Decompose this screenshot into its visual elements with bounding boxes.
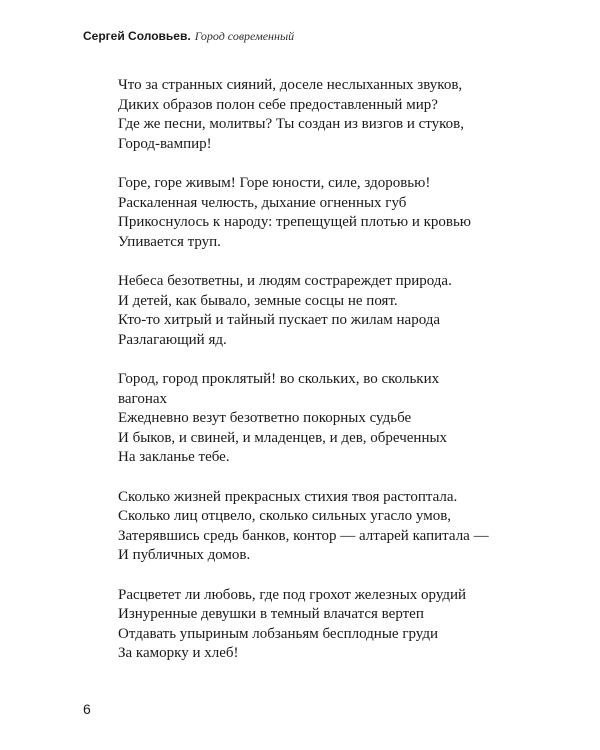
poem-line: Раскаленная челюсть, дыхание огненных губ xyxy=(118,194,407,211)
poem-line: И публичных домов. xyxy=(118,547,251,563)
poem-line: Прикоснулось к народу: трепещущей плотью и кровью xyxy=(118,214,472,230)
poem-line: Горе, горе живым! Горе юности, силе, здоровью! xyxy=(118,175,431,191)
poem-line: Упивается труп. xyxy=(118,233,221,250)
poem-line: Разлагающий яд. xyxy=(118,331,227,348)
running-head xyxy=(83,28,294,44)
poem-line: Затерявшись средь банков, контор — алтарей капитала — xyxy=(118,527,489,544)
poem-line: Город-вампир! xyxy=(118,135,212,152)
poem-line: За каморку и хлеб! xyxy=(118,645,239,661)
page-number: 6 xyxy=(83,701,91,717)
poem-line: Расцветет ли любовь, где под грохот железных орудий xyxy=(118,586,467,603)
poem-line: Где же песни, молитвы? Ты создан из визгов и стуков, xyxy=(118,116,464,132)
poem-line: Диких образов полон себе предоставленный мир? xyxy=(118,96,438,113)
poem-line: И быков, и свиней, и младенцев, и дев, обреченных xyxy=(118,429,448,446)
poem-line: Ежедневно везут безответно покорных судьбе xyxy=(118,410,412,426)
stanza xyxy=(118,370,548,468)
poem-line: Что за странных сияний, доселе неслыханных звуков, xyxy=(118,77,463,93)
stanza xyxy=(118,488,548,566)
running-head-author: Сергей Соловьев. xyxy=(83,29,191,43)
poem-line: Кто-то хитрый и тайный пускает по жилам народа xyxy=(118,312,441,328)
poem-line: Город, город проклятый! во скольких, во скольких xyxy=(118,371,440,387)
poem-line: Изнуренные девушки в темный влачатся вертеп xyxy=(118,606,424,622)
stanza xyxy=(118,174,548,252)
poem-body xyxy=(118,76,548,684)
stanza xyxy=(118,76,548,154)
poem-line: Сколько жизней прекрасных стихия твоя растоптала. xyxy=(118,488,458,505)
stanza xyxy=(118,586,548,664)
poem-line: Небеса безответны, и людям сострареждет природа. xyxy=(118,273,452,289)
running-head-title: Город современный xyxy=(194,29,295,43)
poem-line: И детей, как бывало, земные сосцы не поят. xyxy=(118,292,398,309)
stanza xyxy=(118,272,548,350)
poem-line: Отдавать упыриным лобзаньям бесплодные груди xyxy=(118,625,438,642)
poem-line: На закланье тебе. xyxy=(118,449,230,465)
poem-line: вагонах xyxy=(118,390,168,407)
poem-line: Сколько лиц отцвело, сколько сильных угасло умов, xyxy=(118,508,452,524)
